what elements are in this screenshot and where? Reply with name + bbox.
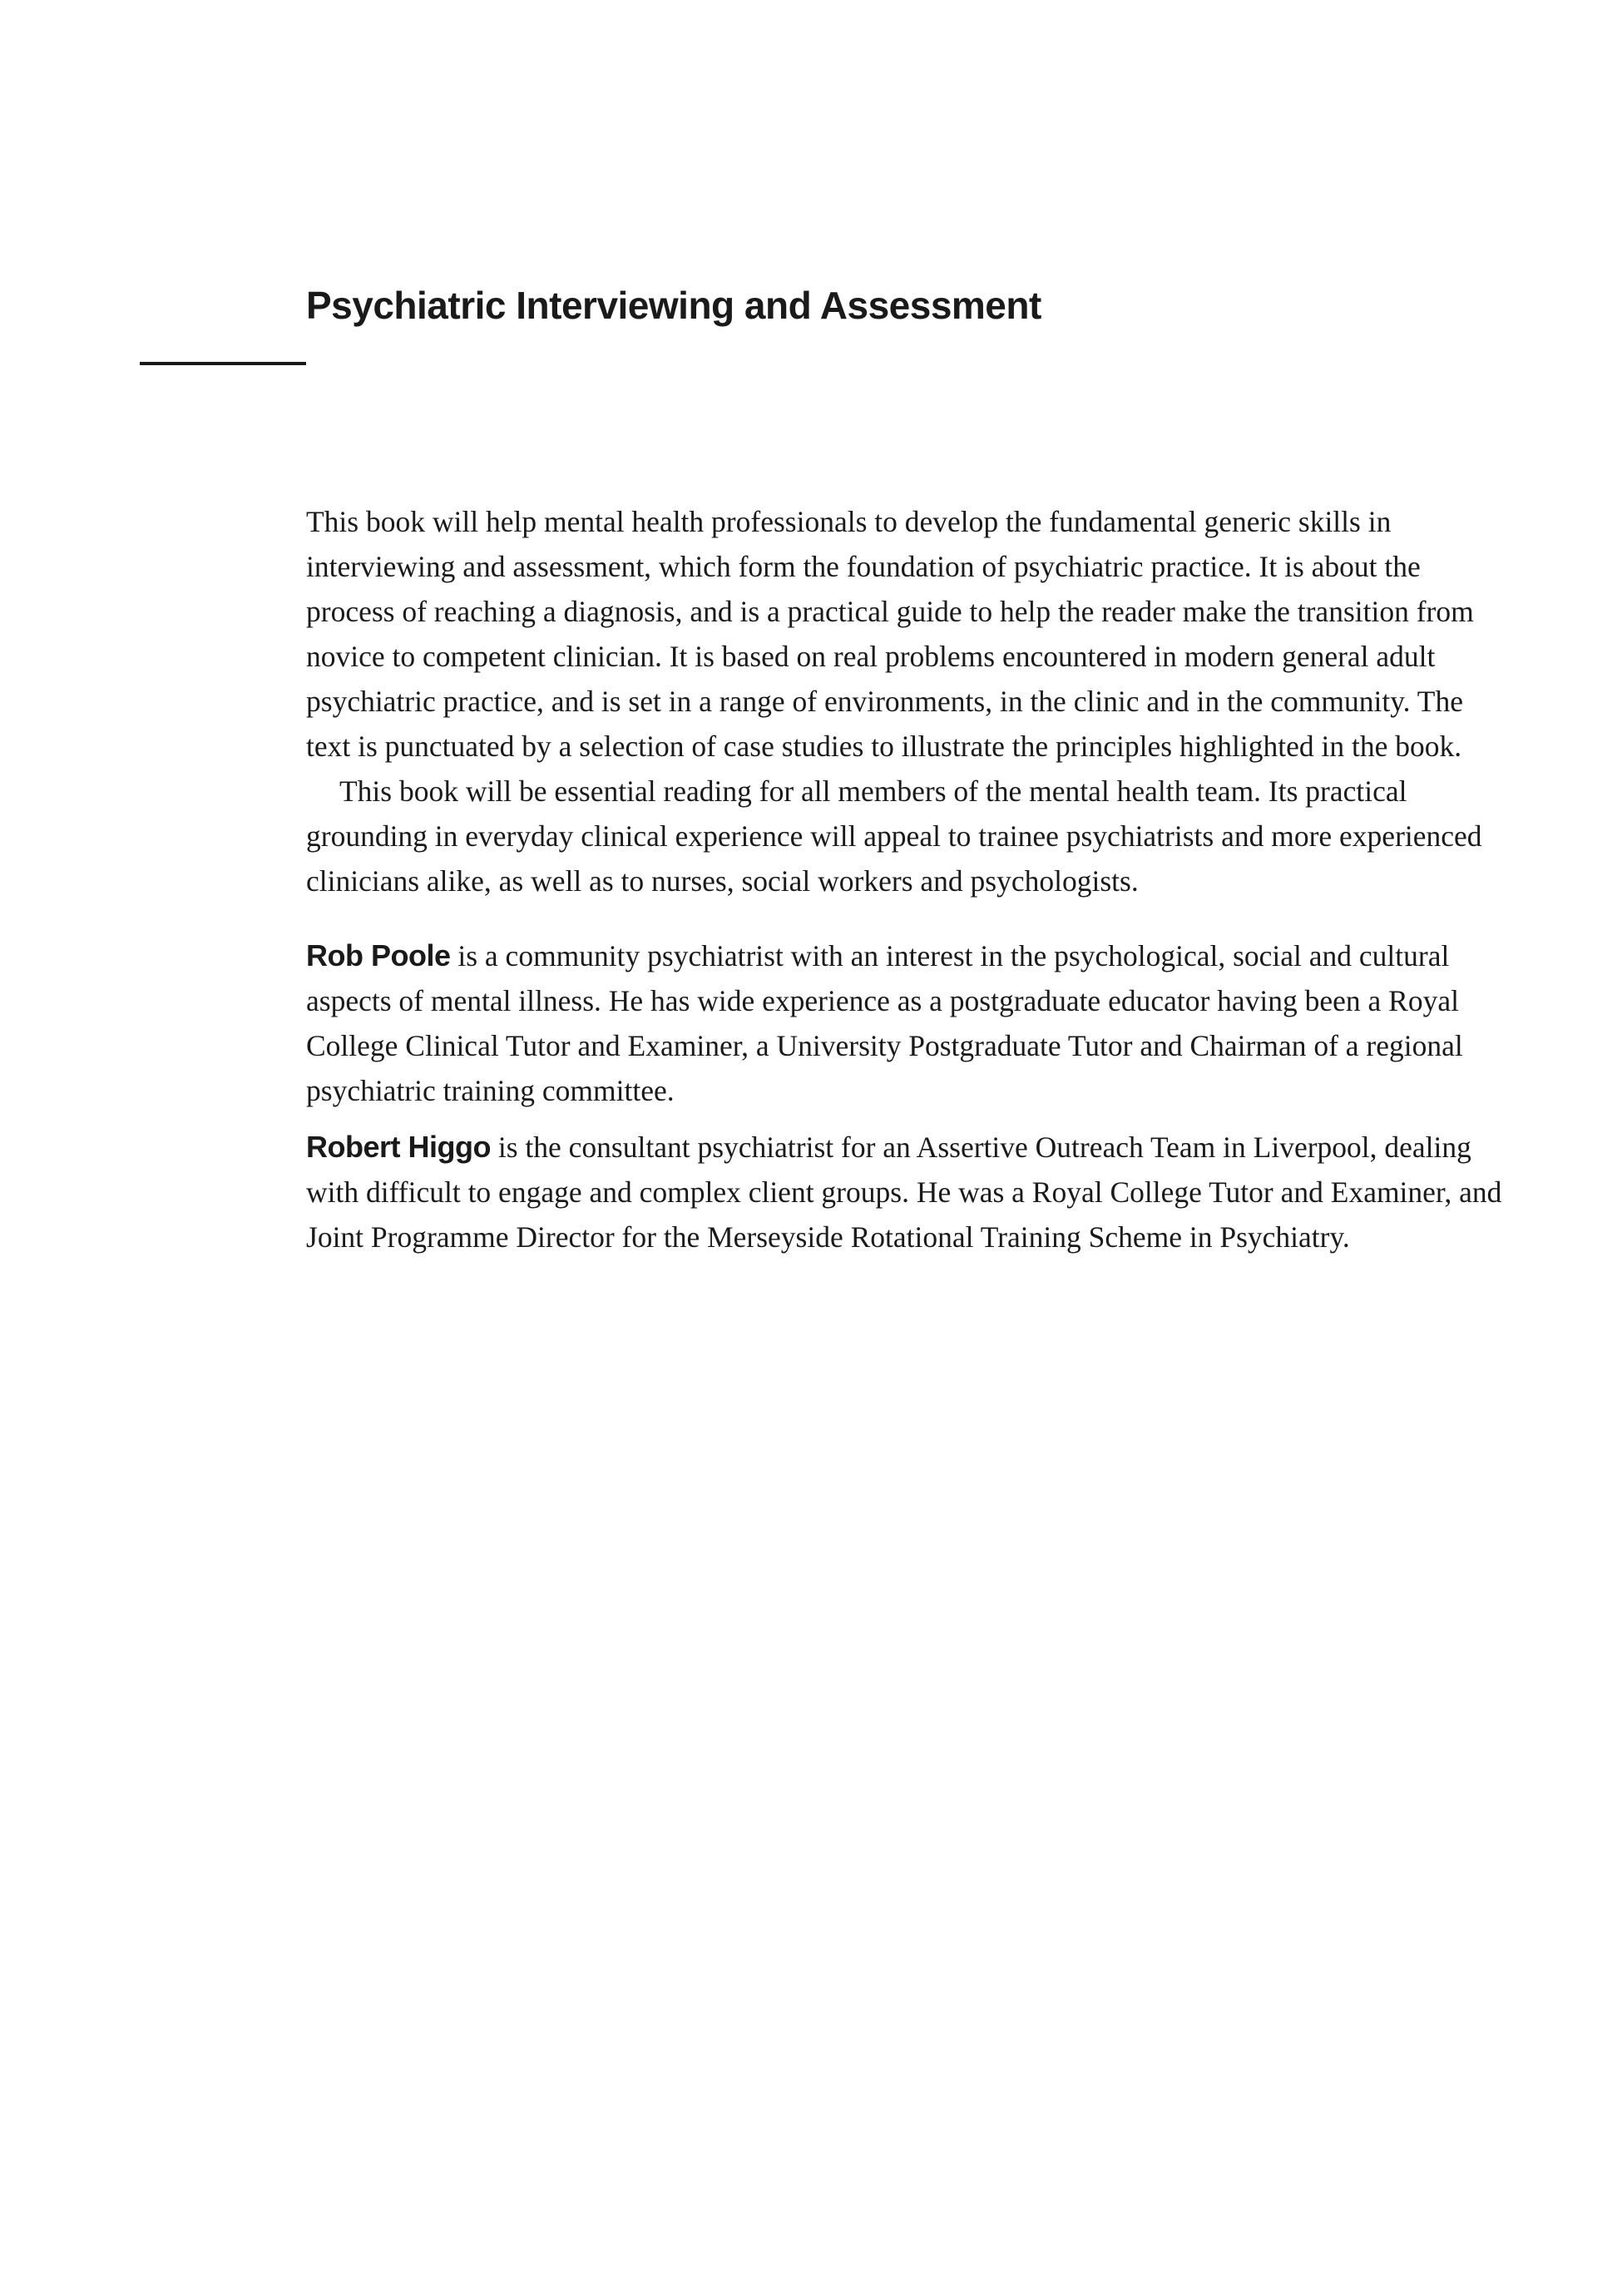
page-body [306, 499, 1504, 1259]
description-paragraph-2: This book will be essential reading for all members of the mental health team. Its practical grounding in everyday clinical experience will appeal to trainee psychiatrists and more experienced clinicians alike, as well as to nurses, social workers and psychologists. [306, 774, 1482, 898]
author-name-1: Rob Poole [306, 938, 451, 972]
title-rule [140, 362, 306, 365]
author-bio-1 [306, 933, 1504, 1113]
author-name-2: Robert Higgo [306, 1130, 491, 1164]
page-title: Psychiatric Interviewing and Assessment [306, 284, 1041, 327]
description-paragraph-1: This book will help mental health professionals to develop the fundamental generic skills in interviewing and assessment, which form the foundation of psychiatric practice. It is about the process of reaching a diagnosis, and is a practical guide to help the reader make the transition from novice to competent clinician. It is based on real problems encountered in modern general adult psychiatric practice, and is set in a range of environments, in the clinic and in the community. The text is punctuated by a selection of case studies to illustrate the principles highlighted in the book. [306, 505, 1474, 763]
author-bio-text-1: is a community psychiatrist with an interest in the psychological, social and cultural aspects of mental illness. He has wide experience as a postgraduate educator having been a Royal College Clinical Tutor and Examiner, a University Postgraduate Tutor and Chairman of a regional psychiatric training committee. [306, 939, 1463, 1107]
author-bio-2 [306, 1125, 1504, 1259]
author-bio-text-2: is the consultant psychiatrist for an Assertive Outreach Team in Liverpool, dealing with difficult to engage and complex client groups. He was a Royal College Tutor and Examiner, and Joint Programme Director for the Merseyside Rotational Training Scheme in Psychiatry. [306, 1131, 1502, 1254]
